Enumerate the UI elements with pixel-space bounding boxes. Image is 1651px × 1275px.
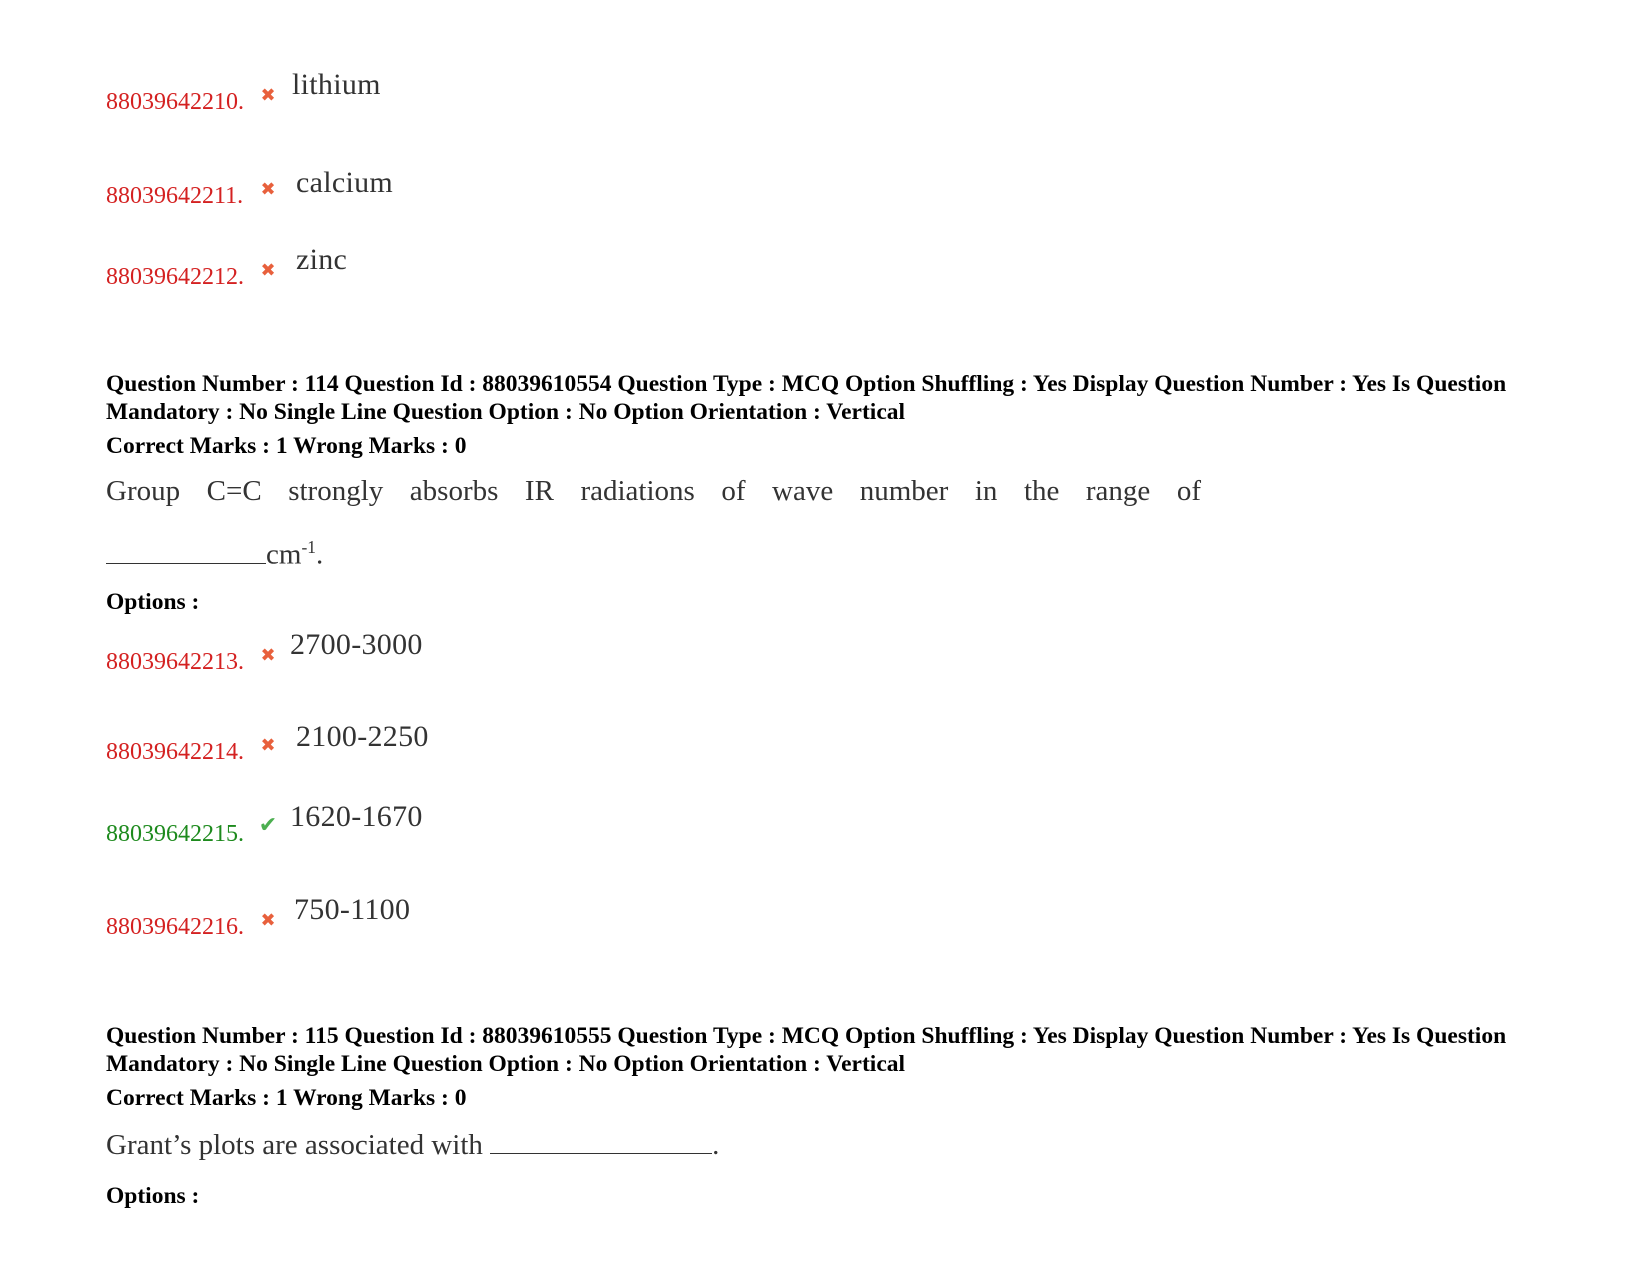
option-row (106, 628, 806, 675)
option-value: 2700-3000 (290, 628, 423, 661)
option-id: 88039642213. (106, 649, 244, 675)
question-marks: Correct Marks : 1 Wrong Marks : 0 (106, 433, 467, 459)
question-text-line2 (106, 530, 323, 572)
question-text-body: Grant’s plots are associated with (106, 1129, 483, 1161)
sentence-end: . (712, 1129, 720, 1161)
option-id: 88039642214. (106, 739, 244, 765)
question-text: Group C=C strongly absorbs IR radiations of wave number in the range of (106, 475, 1201, 507)
option-id: 88039642211. (106, 183, 244, 209)
cross-icon: ✖ (260, 645, 276, 666)
check-icon: ✔ (258, 813, 278, 838)
option-value: 2100-2250 (296, 720, 429, 753)
option-row (106, 243, 806, 290)
option-row (106, 893, 806, 940)
option-id: 88039642212. (106, 264, 244, 290)
options-label: Options : (106, 1183, 200, 1209)
cross-icon: ✖ (260, 735, 276, 756)
question-text (106, 1128, 719, 1162)
unit-text: cm (266, 538, 302, 571)
question-meta: Question Number : 114 Question Id : 88039610554 Question Type : MCQ Option Shuffling : Yes Display Question Number : Yes Is Question Mandatory : No Single Line Question Option : No Option Orientation : Vertical (106, 371, 1507, 425)
question-meta: Question Number : 115 Question Id : 88039610555 Question Type : MCQ Option Shuffling : Yes Display Question Number : Yes Is Question Mandatory : No Single Line Question Option : No Option Orientation : Vertical (106, 1023, 1507, 1077)
answer-blank (490, 1147, 712, 1154)
option-value: 1620-1670 (290, 800, 423, 833)
option-id: 88039642216. (106, 914, 244, 940)
option-row (106, 68, 806, 115)
option-value: lithium (292, 68, 381, 101)
option-id: 88039642210. (106, 89, 244, 115)
option-value: calcium (296, 166, 394, 199)
cross-icon: ✖ (260, 179, 276, 200)
option-value: 750-1100 (294, 893, 411, 926)
unit-superscript: -1 (301, 537, 316, 557)
option-value: zinc (296, 243, 348, 276)
cross-icon: ✖ (260, 85, 276, 106)
question-marks: Correct Marks : 1 Wrong Marks : 0 (106, 1085, 467, 1111)
answer-blank (106, 557, 266, 564)
cross-icon: ✖ (260, 910, 276, 931)
cross-icon: ✖ (260, 260, 276, 281)
option-row-correct (106, 800, 806, 847)
option-row (106, 162, 806, 209)
sentence-end: . (315, 538, 324, 571)
option-id: 88039642215. (106, 821, 244, 847)
options-label: Options : (106, 589, 200, 615)
option-row (106, 718, 806, 765)
